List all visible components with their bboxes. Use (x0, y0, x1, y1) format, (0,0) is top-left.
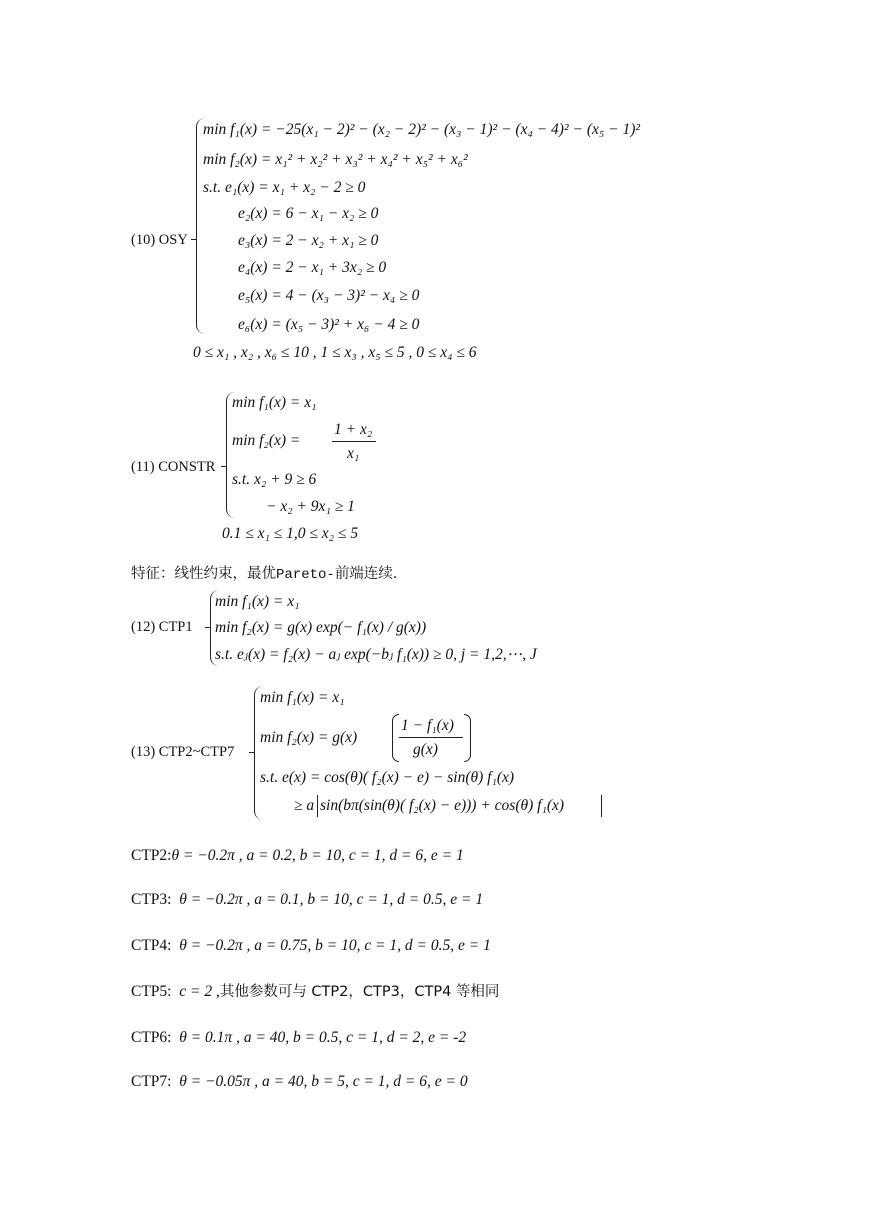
ctp27-paren-right (464, 714, 471, 762)
param-ctp6-label: CTP6: (131, 1029, 172, 1046)
ctp27-con2-abs: sin(bπ(sin(θ)( f₂(x) − e))) + cos(θ) f₁(x) (320, 797, 565, 814)
ctp1-label: (12) CTP1 (131, 619, 193, 635)
param-ctp6 (131, 1028, 466, 1048)
osy-obj1: min f₁(x) = −25(x₁ − 2)² − (x₂ − 2)² − (x₃ − 1)² − (x₄ − 4)² − (x₅ − 1)² (203, 121, 641, 138)
osy-bounds: 0 ≤ x₁ , x₂ , x₆ ≤ 10 , 1 ≤ x₃ , x₅ ≤ 5 , 0 ≤ x₄ ≤ 6 (193, 344, 477, 361)
param-ctp4 (131, 936, 491, 956)
param-ctp4-text: θ = −0.2π , a = 0.75, b = 10, c = 1, d = 0.5, e = 1 (179, 937, 491, 954)
ctp1-obj2: min f₂(x) = g(x) exp(− f₁(x) / g(x)) (215, 619, 427, 636)
ctp27-abs-right (601, 795, 602, 817)
param-ctp2-text: θ = −0.2π , a = 0.2, b = 10, c = 1, d = 6, e = 1 (171, 847, 464, 864)
ctp27-brace-tip (249, 752, 254, 753)
ctp27-obj2-prefix: min f₂(x) = g(x) (260, 729, 358, 746)
constr-obj1: min f₁(x) = x₁ (232, 394, 317, 411)
osy-label: (10) OSY (131, 232, 188, 248)
param-ctp7 (131, 1072, 468, 1092)
constr-obj2-prefix: min f₂(x) = (232, 432, 301, 449)
ctp27-frac-den: g(x) (413, 741, 438, 758)
param-ctp4-label: CTP4: (131, 937, 172, 954)
ctp1-brace-tip (205, 627, 210, 628)
feature-prefix: 特征：线性约束，最优 (131, 566, 276, 582)
ctp1-con: s.t. eⱼ(x) = f₂(x) − aⱼ exp(−bⱼ f₁(x)) ≥ 0, j = 1,2,⋯, J (215, 646, 537, 663)
ctp27-con1: s.t. e(x) = cos(θ)( f₂(x) − e) − sin(θ) f₁(x) (260, 769, 515, 786)
constr-label: (11) CONSTR (131, 459, 216, 475)
constr-brace-tip (221, 466, 226, 467)
param-ctp5-cjk: 其他参数可与 CTP2，CTP3，CTP4 等相同 (219, 984, 500, 1000)
osy-con5: e₅(x) = 4 − (x₃ − 3)² − x₄ ≥ 0 (238, 287, 420, 304)
ctp27-paren-left (392, 714, 399, 762)
ctp27-frac-num: 1 − f₁(x) (401, 717, 454, 734)
ctp27-label: (13) CTP2~CTP7 (131, 744, 235, 760)
param-ctp3-text: θ = −0.2π , a = 0.1, b = 10, c = 1, d = 0.5, e = 1 (179, 891, 484, 908)
param-ctp7-text: θ = −0.05π , a = 40, b = 5, c = 1, d = 6, e = 0 (179, 1073, 468, 1090)
constr-bounds: 0.1 ≤ x₁ ≤ 1,0 ≤ x₂ ≤ 5 (222, 525, 359, 542)
constr-frac-num: 1 + x₂ (334, 421, 373, 438)
feature-mono: Pareto- (276, 567, 335, 583)
param-ctp2-label: CTP2: (131, 847, 172, 864)
osy-obj2: min f₂(x) = x₁² + x₂² + x₃² + x₄² + x₅² + x₆² (203, 151, 468, 168)
constr-con2: − x₂ + 9x₁ ≥ 1 (266, 498, 355, 515)
osy-brace-tip (191, 239, 196, 240)
feature-suffix: 前端连续. (334, 566, 398, 582)
osy-con2: e₂(x) = 6 − x₁ − x₂ ≥ 0 (238, 205, 379, 222)
ctp27-con2-prefix: ≥ a (294, 797, 315, 814)
param-ctp3 (131, 890, 483, 910)
param-ctp2 (131, 846, 464, 866)
osy-con1: s.t. e₁(x) = x₁ + x₂ − 2 ≥ 0 (203, 179, 366, 196)
ctp27-abs-left (317, 795, 318, 817)
param-ctp5 (131, 982, 499, 1002)
feature-text (131, 562, 397, 583)
param-ctp5-text: c = 2 , (179, 983, 220, 1000)
ctp27-obj1: min f₁(x) = x₁ (260, 689, 345, 706)
constr-frac-den: x₁ (347, 445, 360, 462)
constr-frac-rule (332, 441, 376, 442)
osy-con6: e₆(x) = (x₅ − 3)² + x₆ − 4 ≥ 0 (238, 316, 420, 333)
param-ctp7-label: CTP7: (131, 1073, 172, 1090)
param-ctp3-label: CTP3: (131, 891, 172, 908)
osy-con4: e₄(x) = 2 − x₁ + 3x₂ ≥ 0 (238, 259, 387, 276)
param-ctp6-text: θ = 0.1π , a = 40, b = 0.5, c = 1, d = 2, e = -2 (179, 1029, 467, 1046)
param-ctp5-label: CTP5: (131, 983, 172, 1000)
constr-con1: s.t. x₂ + 9 ≥ 6 (232, 471, 317, 488)
ctp27-frac-rule (399, 737, 463, 738)
osy-con3: e₃(x) = 2 − x₂ + x₁ ≥ 0 (238, 232, 379, 249)
ctp1-obj1: min f₁(x) = x₁ (215, 593, 300, 610)
